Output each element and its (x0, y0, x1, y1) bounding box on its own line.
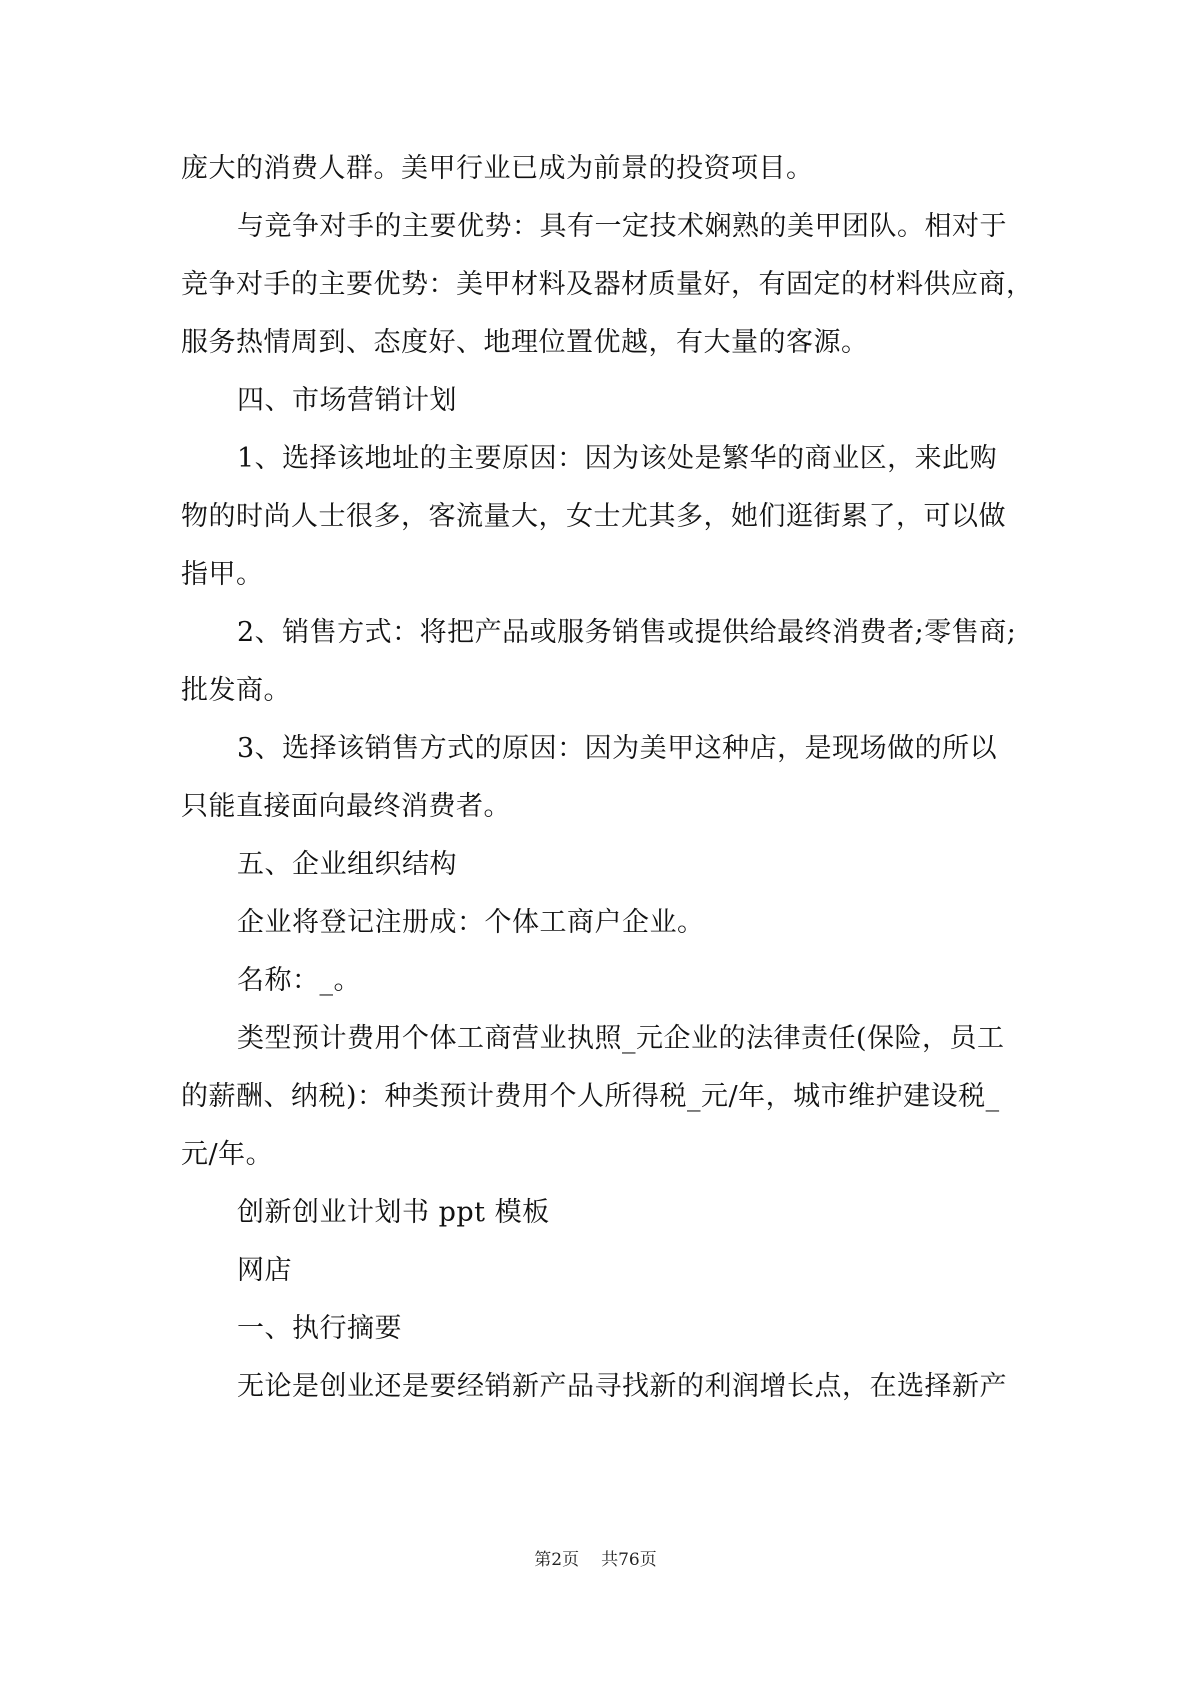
subtitle-line: 创新创业计划书 ppt 模板 (237, 1197, 550, 1228)
subtitle-line: 网店 (237, 1255, 292, 1286)
paragraph-line: 竞争对手的主要优势：美甲材料及器材质量好，有固定的材料供应商， (181, 269, 1034, 300)
paragraph-line: 只能直接面向最终消费者。 (181, 791, 511, 822)
paragraph-line: 服务热情周到、态度好、地理位置优越，有大量的客源。 (181, 327, 869, 358)
section-heading: 五、企业组织结构 (237, 849, 457, 880)
paragraph-line: 元/年。 (181, 1139, 274, 1170)
paragraph-line: 的薪酬、纳税)：种类预计费用个人所得税_元/年，城市维护建设税_ (181, 1081, 1000, 1112)
paragraph-line: 庞大的消费人群。美甲行业已成为前景的投资项目。 (181, 153, 814, 184)
paragraph-line: 3、选择该销售方式的原因：因为美甲这种店，是现场做的所以 (237, 733, 998, 764)
page-footer (0, 1548, 1191, 1572)
paragraph-line: 2、销售方式：将把产品或服务销售或提供给最终消费者;零售商; (237, 617, 1017, 648)
total-pages: 共76页 (601, 1550, 657, 1570)
paragraph-line: 指甲。 (181, 559, 264, 590)
section-heading: 四、市场营销计划 (237, 385, 457, 416)
paragraph-line: 名称：_。 (237, 965, 361, 996)
paragraph-line: 无论是创业还是要经销新产品寻找新的利润增长点，在选择新产 (237, 1371, 1007, 1402)
paragraph-line: 物的时尚人士很多，客流量大，女士尤其多，她们逛街累了，可以做 (181, 501, 1006, 532)
paragraph-line: 类型预计费用个体工商营业执照_元企业的法律责任(保险，员工 (237, 1023, 1005, 1054)
section-heading: 一、执行摘要 (237, 1313, 402, 1344)
paragraph-line: 与竞争对手的主要优势：具有一定技术娴熟的美甲团队。相对于 (237, 211, 1007, 242)
document-body (181, 140, 1034, 1416)
paragraph-line: 批发商。 (181, 675, 291, 706)
paragraph-line: 企业将登记注册成：个体工商户企业。 (237, 907, 705, 938)
paragraph-line: 1、选择该地址的主要原因：因为该处是繁华的商业区，来此购 (237, 443, 998, 474)
page-number: 第2页 (534, 1550, 580, 1570)
